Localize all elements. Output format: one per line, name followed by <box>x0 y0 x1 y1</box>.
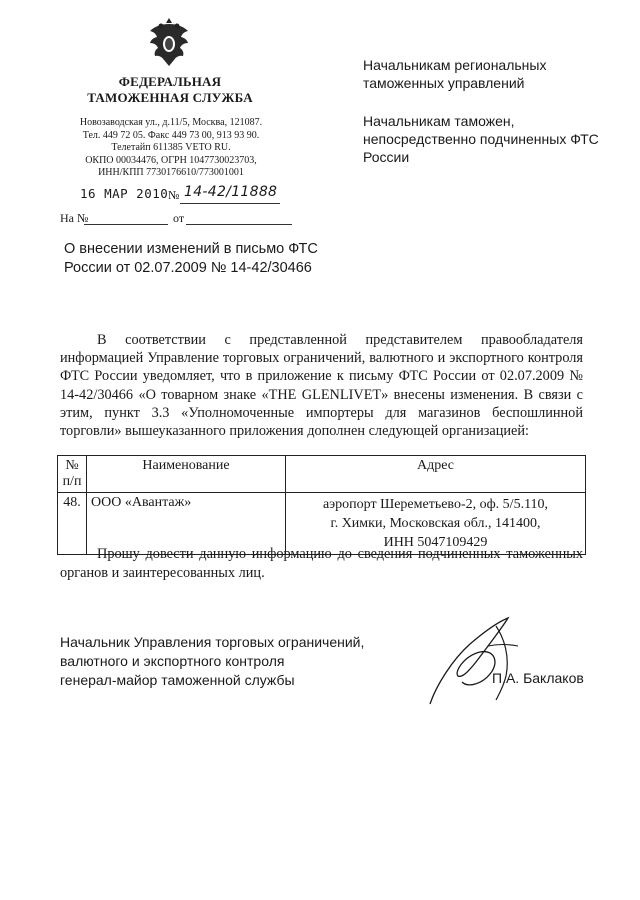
recipient-line: Начальникам региональных таможенных управлений <box>363 57 547 91</box>
column-header-number-line1: № <box>65 458 79 473</box>
closing-paragraph: Прошу довести данную информацию до сведения подчиненных таможенных органов и заинтересованных лиц. <box>60 546 583 581</box>
handwritten-signature <box>418 616 528 708</box>
address-line: ОКПО 00034476, ОГРН 1047730023703, <box>85 154 257 166</box>
org-name-line1: ФЕДЕРАЛЬНАЯ <box>118 74 222 89</box>
reference-number-label: На № <box>60 211 89 225</box>
address-line: ИНН/КПП 7730176610/773001001 <box>98 167 244 178</box>
row-address-line: г. Химки, Московская обл., 141400, <box>330 516 541 531</box>
organization-table <box>57 455 586 555</box>
signatory-title-line: генерал-майор таможенной службы <box>60 672 295 688</box>
column-header-number-line2: п/п <box>62 474 82 489</box>
signatory-name: П.А. Баклаков <box>492 670 584 686</box>
org-address <box>66 117 276 180</box>
reference-date-blank <box>186 224 292 225</box>
table-header-row <box>58 456 586 493</box>
row-name: ООО «Авантаж» <box>87 493 286 555</box>
recipient-line: Начальникам таможен, непосредственно подчиненных ФТС России <box>363 113 599 165</box>
registration-date-stamp: 16 МАР 2010 <box>80 186 169 201</box>
letter-subject: О внесении изменений в письмо ФТС России от 02.07.2009 № 14-42/30466 <box>64 241 318 276</box>
recipients <box>363 56 603 186</box>
org-name <box>60 74 280 106</box>
org-name-line2: ТАМОЖЕННАЯ СЛУЖБА <box>87 90 253 105</box>
row-address-line: ИНН 5047109429 <box>383 535 488 550</box>
reference-date-label: от <box>173 211 185 225</box>
registration-number: 14-42/11888 <box>184 184 278 200</box>
registration-number-label: № <box>168 188 180 202</box>
column-header-name: Наименование <box>87 456 286 493</box>
letter-body: В соответствии с представленной представителем правообладателя информацией Управление торговых ограничений, валютного и экспортного контроля ФТС России уведомляет, что в приложение к письму ФТС России от 02.07.2009 № 14-42/30466 «О товарном знаке «THE GLENLIVET» внесены изменения. В связи с этим, пункт 3.3 «Уполномоченные импортеры для магазинов беспошлинной торговли» вышеуказанного приложения дополнен следующей организацией: <box>60 332 583 440</box>
reference-number-blank <box>84 224 168 225</box>
address-line: Тел. 449 72 05. Факс 449 73 00, 913 93 90. <box>82 129 260 141</box>
signatory-title-line: Начальник Управления торговых ограничений, <box>60 634 365 650</box>
registration-underline <box>180 203 280 204</box>
column-header-number <box>58 456 87 493</box>
row-number: 48. <box>58 493 87 555</box>
coat-of-arms-icon <box>146 14 192 70</box>
signatory-title-line: валютного и экспортного контроля <box>60 653 285 669</box>
reference-row <box>60 211 292 229</box>
address-line: Новозаводская ул., д.11/5, Москва, 121087. <box>79 117 263 128</box>
address-line: Телетайп 611385 VETO RU. <box>111 142 231 153</box>
row-address-line: аэропорт Шереметьево-2, оф. 5/5.110, <box>322 497 549 512</box>
registration-row <box>80 186 290 206</box>
column-header-address: Адрес <box>286 456 586 493</box>
signatory-title <box>60 633 380 690</box>
